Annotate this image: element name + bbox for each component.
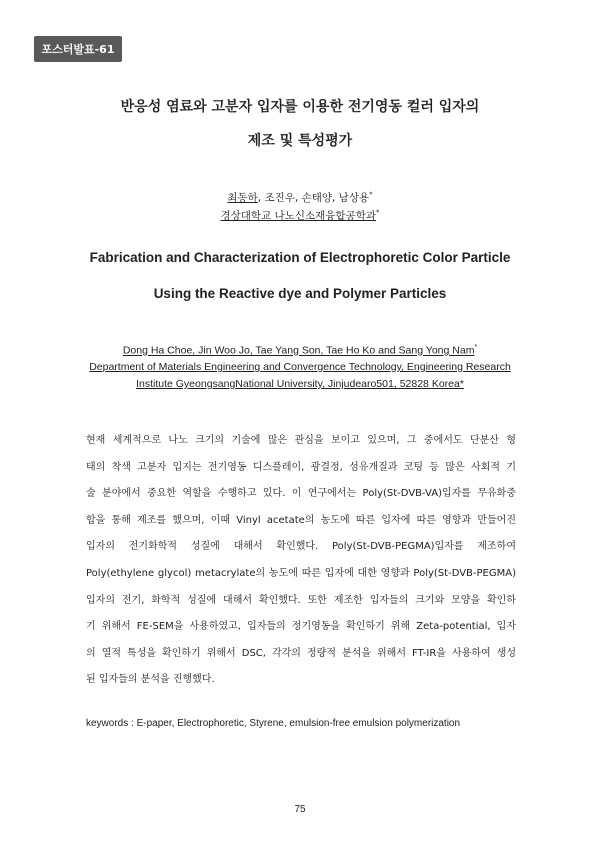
english-title-line-2: Using the Reactive dye and Polymer Particles — [153, 286, 447, 301]
abstract-line: 기 위해서 FE-SEM을 사용하였고, 입자들의 정기영동을 확인하기 위해 Zeta-potential, 입자 — [86, 621, 516, 633]
korean-authors — [0, 190, 600, 205]
abstract-line: 술 분야에서 중요한 역할을 수행하고 있다. 이 연구에서는 Poly(St-DVB-VA)입자를 무유화중 — [86, 488, 516, 500]
abstract-line: 현재 세계적으로 나노 크기의 기술에 많은 관심을 보이고 있으며, 그 중에서도 단분산 형 — [86, 435, 516, 446]
keywords: keywords : E-paper, Electrophoretic, Styrene, emulsion-free emulsion polymerization — [86, 718, 461, 729]
abstract-line: 의 열적 특성을 확인하기 위해서 DSC, 각각의 정량적 분석을 위해서 FT-IR을 사용하여 생성 — [86, 647, 516, 659]
abstract — [86, 428, 516, 694]
session-badge: 포스터발표-61 — [34, 36, 122, 62]
abstract-line: 태의 착색 고분자 입지는 전기영동 디스플레이, 광결정, 섬유개질과 코팅 등 많은 사회적 기 — [86, 461, 516, 473]
korean-title-line-2: 제조 및 특성평가 — [247, 133, 353, 149]
abstract-line: 합을 통해 제조를 했으며, 이때 Vinyl acetate의 농도에 따른 입자에 따른 영향과 만들어진 — [86, 514, 516, 526]
english-corresponding-mark: * — [474, 344, 478, 351]
abstract-line: 된 입자들의 분석을 진행했다. — [86, 674, 215, 686]
other-authors: , 조진우, 손태양, 남상용 — [257, 192, 370, 204]
english-title-line-1: Fabrication and Characterization of Electrophoretic Color Particle — [89, 250, 511, 265]
korean-title-line-1: 반응성 염료와 고분자 입자를 이용한 전기영동 컬러 입자의 — [120, 99, 480, 115]
first-author: 최동하 — [227, 192, 258, 204]
korean-affiliation-text: 경상대학교 나노신소재융합공학과 — [220, 210, 376, 222]
english-affiliation-line-2: Institute GyeongsangNational University, Jinjudearo501, 52828 Korea* — [136, 378, 464, 390]
korean-affiliation — [0, 208, 600, 223]
page-number: 75 — [294, 804, 306, 815]
abstract-line: 입자의 전기화학적 성질에 대해서 확인했다. Poly(St-DVB-PEGMA)입자를 제조하여 — [86, 541, 516, 553]
affiliation-mark: * — [375, 208, 380, 217]
english-affiliation-line-1: Department of Materials Engineering and Convergence Technology, Engineering Research — [89, 361, 511, 373]
abstract-line: Poly(ethylene glycol) metacrylate의 농도에 따른 입자에 대한 영향과 Poly(St-DVB-PEGMA) — [86, 567, 516, 579]
english-author-names: Dong Ha Choe, Jin Woo Jo, Tae Yang Son, Tae Ho Ko and Sang Yong Nam — [122, 344, 475, 357]
abstract-line: 입자의 전기, 화학적 성질에 대해서 확인했다. 또한 제조한 입자들의 크기와 모양을 확인하 — [86, 594, 516, 606]
english-authors — [0, 344, 600, 357]
corresponding-mark: * — [369, 190, 373, 199]
